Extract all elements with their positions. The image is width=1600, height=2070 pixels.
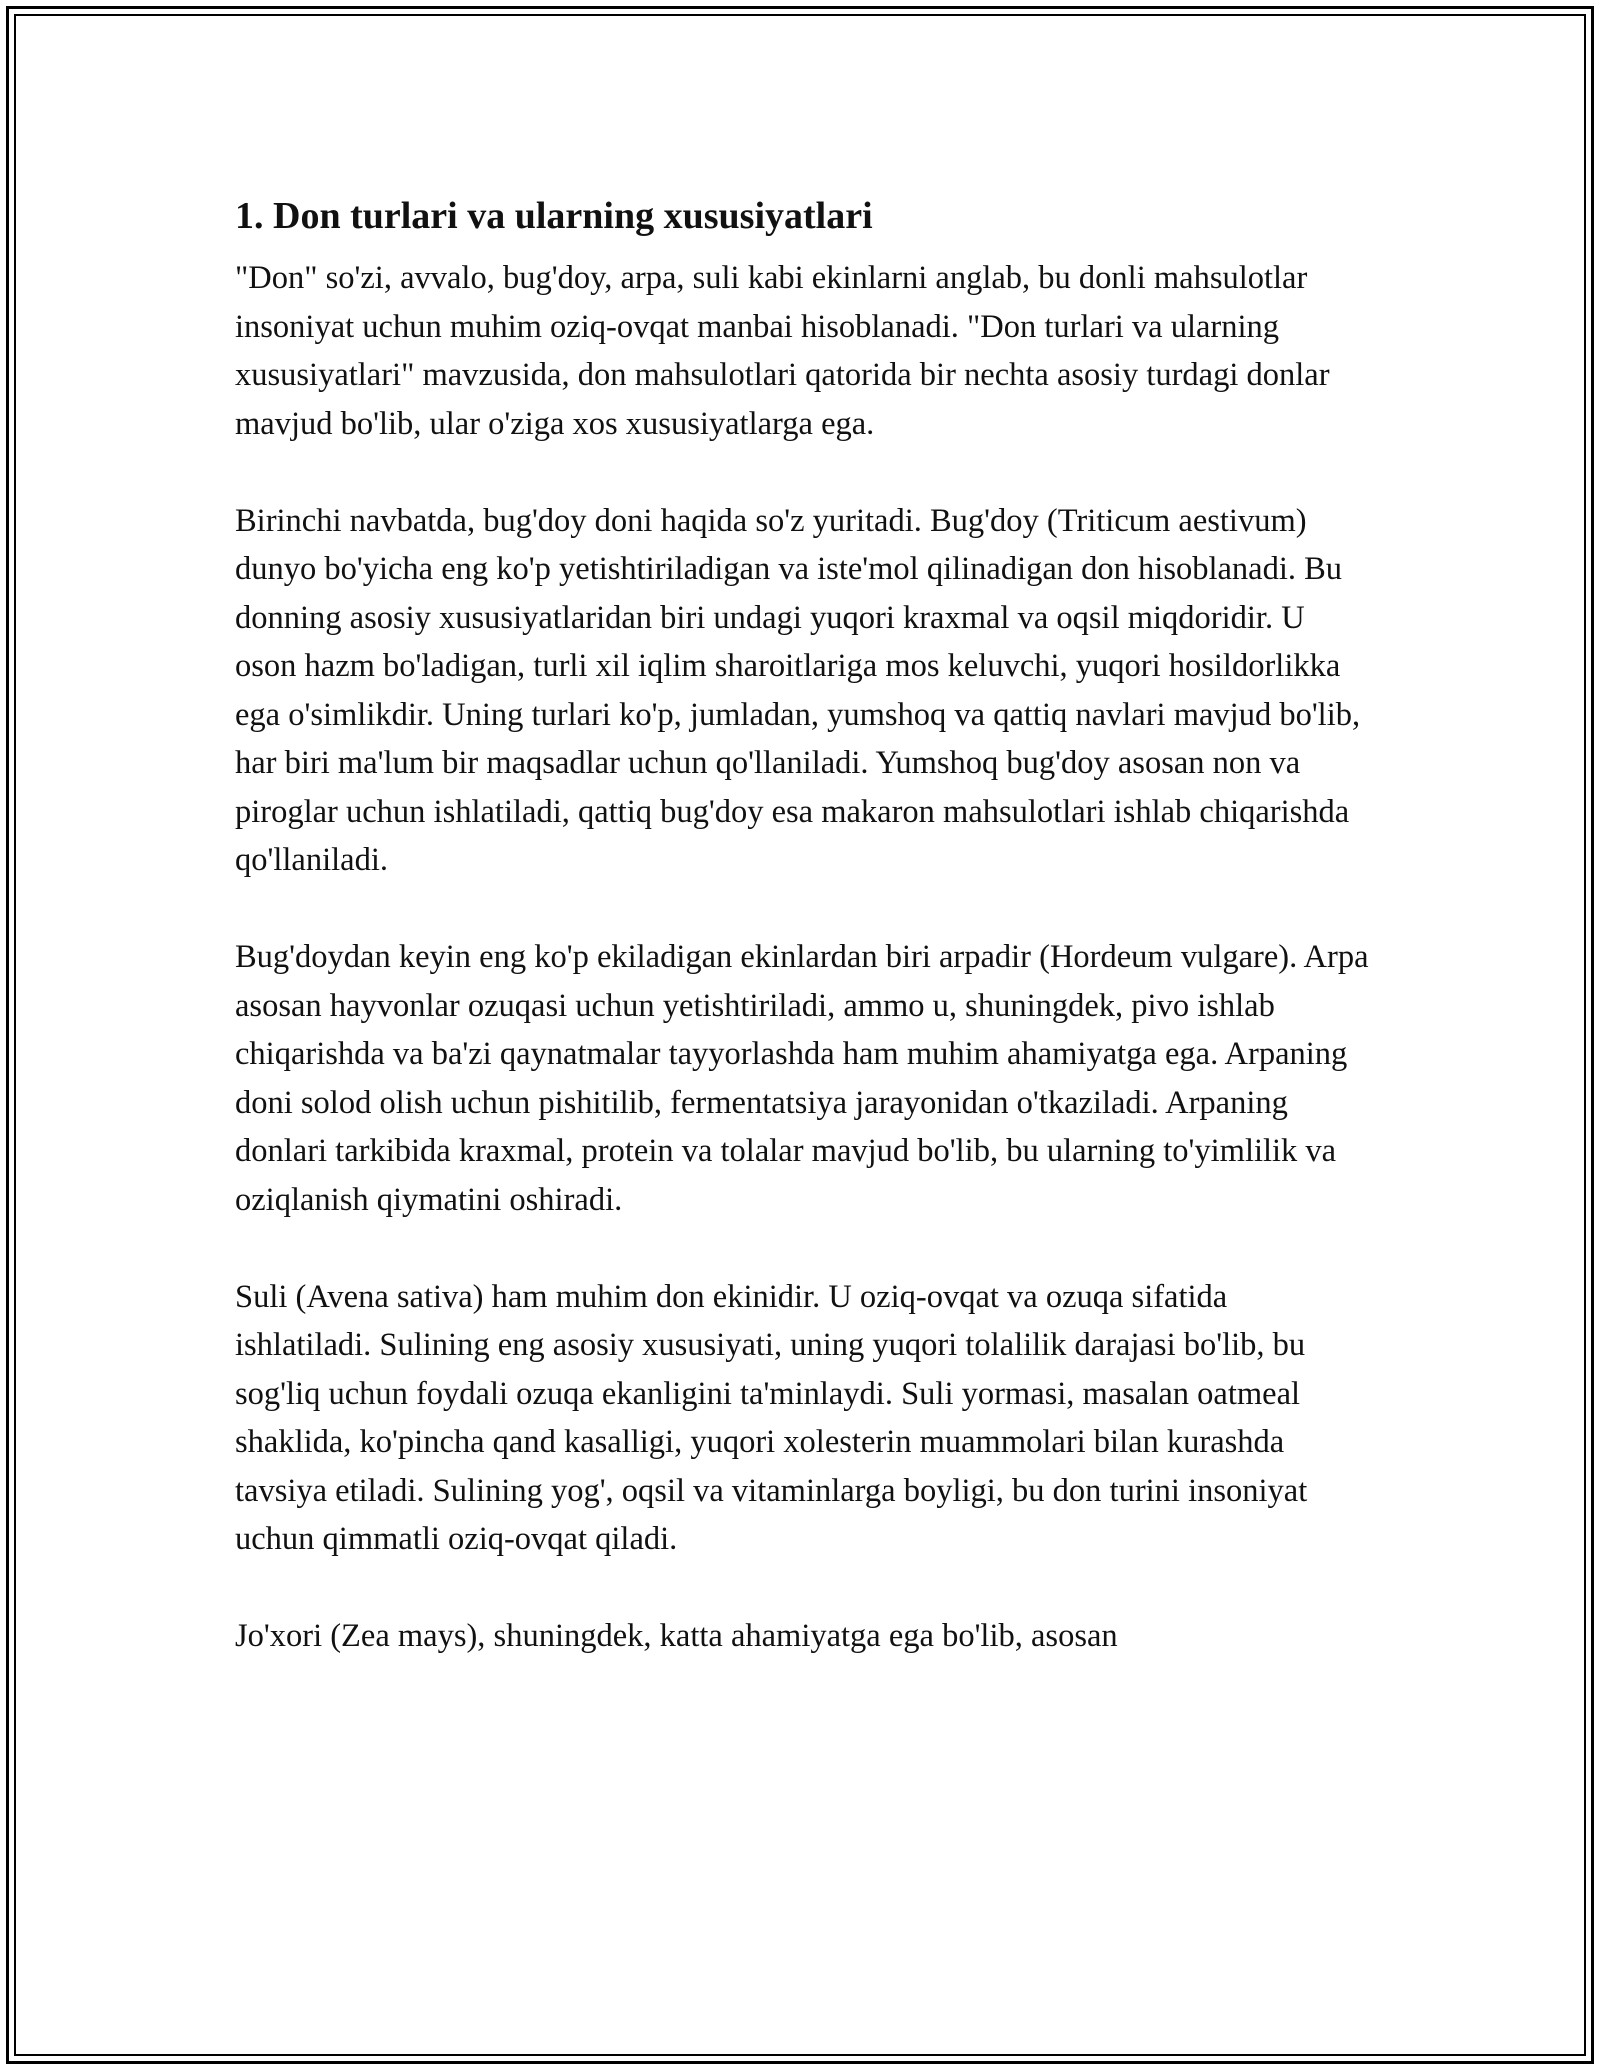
paragraph-corn: Jo'xori (Zea mays), shuningdek, katta ahamiyatga ega bo'lib, asosan (235, 1618, 1118, 1654)
paragraph-intro: "Don" so'zi, avvalo, bug'doy, arpa, suli kabi ekinlarni anglab, bu donli mahsulotlar insoniyat uchun muhim oziq-ovqat manbai hisoblanadi. "Don turlari va ularning xususiyatlari" mavzusida, don mahsulotlari qatorida bir nechta asosiy turdagi donlar mavjud bo'lib, ular o'ziga xos xususiyatlarga ega. (235, 260, 1330, 442)
paragraph-barley: Bug'doydan keyin eng ko'p ekiladigan ekinlardan biri arpadir (Hordeum vulgare). Arpa asosan hayvonlar ozuqasi uchun yetishtiriladi, ammo u, shuningdek, pivo ishlab chiqarishda va ba'zi qaynatmalar tayyorlashda ham muhim ahamiyatga ega. Arpaning doni solod olish uchun pishitilib, fermentatsiya jarayonidan o'tkaziladi. Arpaning donlari tarkibida kraxmal, protein va tolalar mavjud bo'lib, bu ularning to'yimlilik va oziqlanish qiymatini oshiradi. (235, 939, 1369, 1218)
document-body (235, 188, 1370, 1709)
section-heading: 1. Don turlari va ularning xususiyatlari (235, 195, 873, 237)
paragraph-oats: Suli (Avena sativa) ham muhim don ekinidir. U oziq-ovqat va ozuqa sifatida ishlatiladi. Sulining eng asosiy xususiyati, uning yuqori tolalilik darajasi bo'lib, bu sog'liq uchun foydali ozuqa ekanligini ta'minlaydi. Suli yormasi, masalan oatmeal shaklida, ko'pincha qand kasalligi, yuqori xolesterin muammolari bilan kurashda tavsiya etiladi. Sulining yog', oqsil va vitaminlarga boyligi, bu don turini insoniyat uchun qimmatli oziq-ovqat qiladi. (235, 1278, 1308, 1557)
paragraph-wheat: Birinchi navbatda, bug'doy doni haqida so'z yuritadi. Bug'doy (Triticum aestivum) dunyo bo'yicha eng ko'p yetishtiriladigan va iste'mol qilinadigan don hisoblanadi. Bu donning asosiy xususiyatlaridan biri undagi yuqori kraxmal va oqsil miqdoridir. U oson hazm bo'ladigan, turli xil iqlim sharoitlariga mos keluvchi, yuqori hosildorlikka ega o'simlikdir. Uning turlari ko'p, jumladan, yumshoq va qattiq navlari mavjud bo'lib, har biri ma'lum bir maqsadlar uchun qo'llaniladi. Yumshoq bug'doy asosan non va piroglar uchun ishlatiladi, qattiq bug'doy esa makaron mahsulotlari ishlab chiqarishda qo'llaniladi. (235, 502, 1361, 878)
